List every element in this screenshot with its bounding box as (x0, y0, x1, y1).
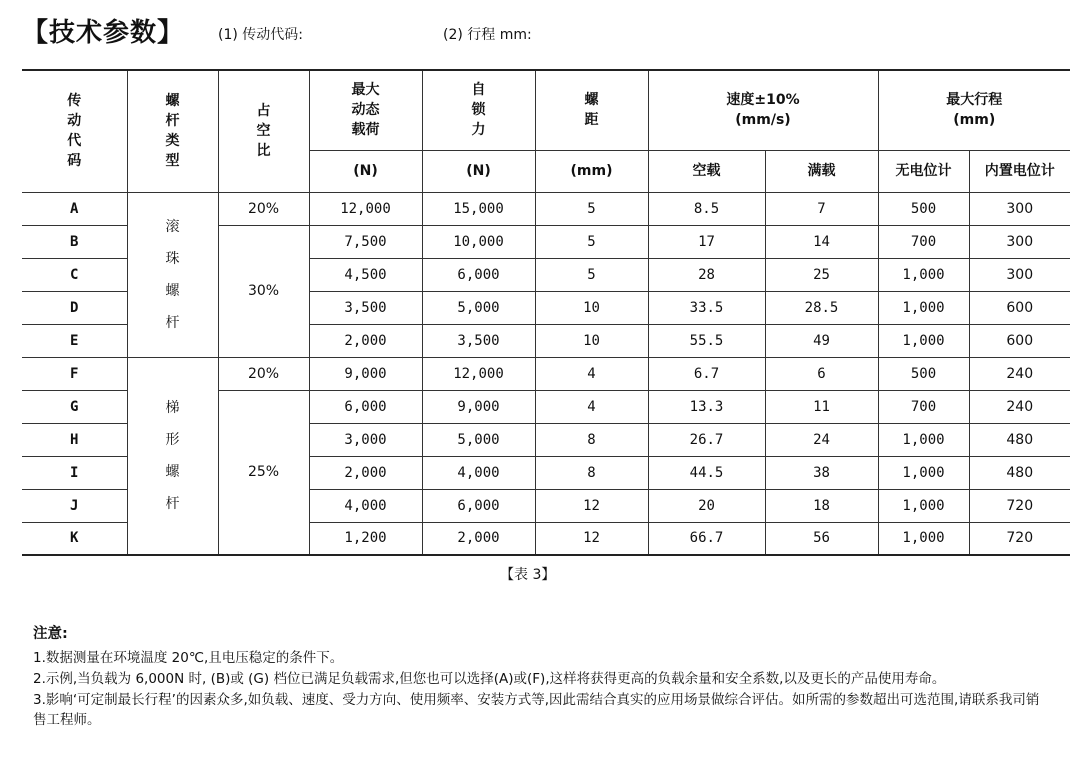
header-max-stroke: 最大行程 (mm) (878, 70, 1070, 150)
max-load-cell: 4,000 (309, 489, 422, 522)
speed-noload-cell: 6.7 (648, 357, 765, 390)
stroke-no-pot-cell: 1,000 (878, 456, 969, 489)
drive-code-cell: I (22, 456, 127, 489)
max-load-cell: 12,000 (309, 192, 422, 225)
speed-noload-cell: 44.5 (648, 456, 765, 489)
speed-fullload-cell: 38 (765, 456, 878, 489)
speed-fullload-cell: 56 (765, 522, 878, 555)
drive-code-cell: K (22, 522, 127, 555)
speed-fullload-cell: 14 (765, 225, 878, 258)
stroke-no-pot-cell: 1,000 (878, 258, 969, 291)
screw-type-trapezoidal: 梯 形 螺 杆 (127, 357, 218, 555)
header-lock-unit: (N) (422, 150, 535, 192)
max-load-cell: 6,000 (309, 390, 422, 423)
duty-cycle-cell: 20% (218, 192, 309, 225)
stroke-builtin-pot-cell: 300 (969, 258, 1070, 291)
speed-fullload-cell: 49 (765, 324, 878, 357)
stroke-builtin-pot-cell: 300 (969, 192, 1070, 225)
table-row (22, 357, 1070, 390)
speed-noload-cell: 13.3 (648, 390, 765, 423)
pitch-cell: 12 (535, 489, 648, 522)
max-load-cell: 3,500 (309, 291, 422, 324)
speed-fullload-cell: 24 (765, 423, 878, 456)
drive-code-cell: D (22, 291, 127, 324)
speed-fullload-cell: 28.5 (765, 291, 878, 324)
stroke-no-pot-cell: 500 (878, 192, 969, 225)
header-load-unit: (N) (309, 150, 422, 192)
header-pitch-unit: (mm) (535, 150, 648, 192)
stroke-no-pot-cell: 1,000 (878, 291, 969, 324)
drive-code-cell: C (22, 258, 127, 291)
duty-cycle-cell: 25% (218, 390, 309, 555)
max-load-cell: 2,000 (309, 456, 422, 489)
speed-noload-cell: 28 (648, 258, 765, 291)
lock-force-cell: 5,000 (422, 423, 535, 456)
speed-fullload-cell: 11 (765, 390, 878, 423)
table-row (22, 192, 1070, 225)
notes-section (33, 624, 1043, 731)
drive-code-cell: B (22, 225, 127, 258)
duty-cycle-cell: 20% (218, 357, 309, 390)
stroke-no-pot-cell: 700 (878, 225, 969, 258)
spec-table (22, 69, 1070, 556)
speed-noload-cell: 33.5 (648, 291, 765, 324)
drive-code-cell: G (22, 390, 127, 423)
pitch-cell: 8 (535, 423, 648, 456)
drive-code-cell: J (22, 489, 127, 522)
speed-noload-cell: 26.7 (648, 423, 765, 456)
max-load-cell: 2,000 (309, 324, 422, 357)
stroke-no-pot-cell: 700 (878, 390, 969, 423)
pitch-cell: 8 (535, 456, 648, 489)
lock-force-cell: 9,000 (422, 390, 535, 423)
stroke-builtin-pot-cell: 480 (969, 423, 1070, 456)
stroke-builtin-pot-cell: 600 (969, 324, 1070, 357)
stroke-no-pot-cell: 1,000 (878, 489, 969, 522)
duty-cycle-cell: 30% (218, 225, 309, 357)
stroke-no-pot-cell: 500 (878, 357, 969, 390)
speed-fullload-cell: 6 (765, 357, 878, 390)
header-drive-code: 传 动 代 码 (22, 70, 127, 192)
subtitle-stroke: (2) 行程 mm: (443, 27, 532, 43)
note-item: 3.影响‘可定制最长行程’的因素众多,如负载、速度、受力方向、使用频率、安装方式等,因此需结合真实的应用场景做综合评估。如所需的参数超出可选范围,请联系我司销售工程师。 (33, 692, 1040, 728)
pitch-cell: 5 (535, 225, 648, 258)
pitch-cell: 12 (535, 522, 648, 555)
note-item: 1.数据测量在环境温度 20℃,且电压稳定的条件下。 (33, 650, 344, 666)
lock-force-cell: 3,500 (422, 324, 535, 357)
stroke-builtin-pot-cell: 240 (969, 390, 1070, 423)
lock-force-cell: 5,000 (422, 291, 535, 324)
pitch-cell: 10 (535, 291, 648, 324)
max-load-cell: 1,200 (309, 522, 422, 555)
stroke-builtin-pot-cell: 300 (969, 225, 1070, 258)
drive-code-cell: A (22, 192, 127, 225)
stroke-builtin-pot-cell: 240 (969, 357, 1070, 390)
speed-noload-cell: 8.5 (648, 192, 765, 225)
notes-title: 注意: (33, 626, 68, 642)
section-title: 【技术参数】 (22, 18, 185, 48)
drive-code-cell: H (22, 423, 127, 456)
speed-noload-cell: 17 (648, 225, 765, 258)
stroke-builtin-pot-cell: 720 (969, 489, 1070, 522)
lock-force-cell: 4,000 (422, 456, 535, 489)
lock-force-cell: 6,000 (422, 489, 535, 522)
header-screw-type: 螺 杆 类 型 (127, 70, 218, 192)
stroke-builtin-pot-cell: 600 (969, 291, 1070, 324)
lock-force-cell: 2,000 (422, 522, 535, 555)
header-self-lock-force: 自 锁 力 (422, 70, 535, 150)
drive-code-cell: F (22, 357, 127, 390)
stroke-builtin-pot-cell: 480 (969, 456, 1070, 489)
header-stroke-no-pot: 无电位计 (878, 150, 969, 192)
lock-force-cell: 10,000 (422, 225, 535, 258)
header-pitch: 螺 距 (535, 70, 648, 150)
speed-fullload-cell: 18 (765, 489, 878, 522)
max-load-cell: 9,000 (309, 357, 422, 390)
max-load-cell: 4,500 (309, 258, 422, 291)
lock-force-cell: 15,000 (422, 192, 535, 225)
drive-code-cell: E (22, 324, 127, 357)
speed-fullload-cell: 25 (765, 258, 878, 291)
stroke-no-pot-cell: 1,000 (878, 423, 969, 456)
speed-fullload-cell: 7 (765, 192, 878, 225)
header-speed-noload: 空载 (648, 150, 765, 192)
stroke-no-pot-cell: 1,000 (878, 522, 969, 555)
subtitle-drive-code: (1) 传动代码: (218, 27, 303, 43)
stroke-no-pot-cell: 1,000 (878, 324, 969, 357)
lock-force-cell: 12,000 (422, 357, 535, 390)
max-load-cell: 3,000 (309, 423, 422, 456)
header-speed: 速度±10% (mm/s) (648, 70, 878, 150)
table-caption: 【表 3】 (500, 567, 556, 583)
pitch-cell: 4 (535, 390, 648, 423)
lock-force-cell: 6,000 (422, 258, 535, 291)
pitch-cell: 10 (535, 324, 648, 357)
pitch-cell: 4 (535, 357, 648, 390)
screw-type-ball: 滚 珠 螺 杆 (127, 192, 218, 357)
header-speed-fullload: 满载 (765, 150, 878, 192)
header-stroke-builtin-pot: 内置电位计 (969, 150, 1070, 192)
max-load-cell: 7,500 (309, 225, 422, 258)
pitch-cell: 5 (535, 192, 648, 225)
header-duty-cycle: 占 空 比 (218, 70, 309, 192)
speed-noload-cell: 55.5 (648, 324, 765, 357)
note-item: 2.示例,当负载为 6,000N 时, (B)或 (G) 档位已满足负载需求,但您也可以选择(A)或(F),这样将获得更高的负载余量和安全系数,以及更长的产品使用寿命。 (33, 671, 946, 687)
header-max-dynamic-load: 最大 动态 载荷 (309, 70, 422, 150)
speed-noload-cell: 20 (648, 489, 765, 522)
stroke-builtin-pot-cell: 720 (969, 522, 1070, 555)
speed-noload-cell: 66.7 (648, 522, 765, 555)
pitch-cell: 5 (535, 258, 648, 291)
